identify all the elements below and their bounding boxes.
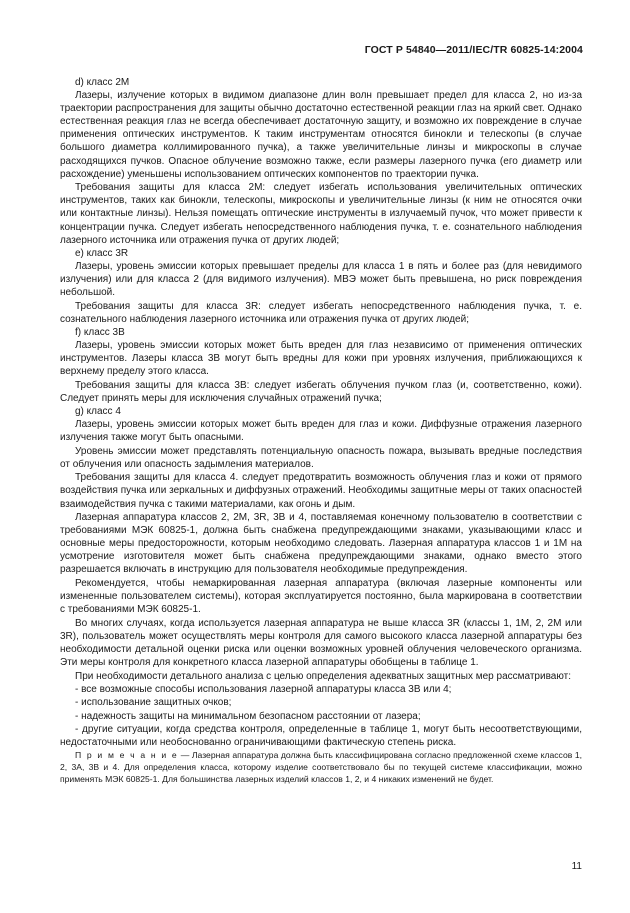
paragraph: Лазеры, уровень эмиссии которых может быть вреден для глаз независимо от применения оптических инструментов. Лазеры класса 3В могут быть вредны для кожи при уровнях излучения, приближающихся к верхнему пределу этого класса. xyxy=(60,339,582,378)
page-number: 11 xyxy=(571,861,582,872)
subsection-heading: d) класс 2М xyxy=(75,77,130,88)
paragraph: Рекомендуется, чтобы немаркированная лазерная аппаратура (включая лазерные компоненты или измененные пользователем системы), которая эксплуатируется постоянно, была маркирована в соответствии с требованиями МЭК 60825-1. xyxy=(60,578,582,616)
paragraph: Требования защиты для класса 2М: следует избегать использования увеличительных оптических инструментов, таких как бинокли, телескопы, микроскопы и увеличительные линзы (к ним не относятся очки или контактные линзы). Нельзя помещать оптические инструменты в излучаемый пучок, что может привести к концентрации пучка. Следует избегать непосредственного наблюдения пучка, т. е. сознательного наблюдения лазерного источника или отражения пучка от других людей; xyxy=(60,182,582,246)
subsection-heading: f) класс 3В xyxy=(75,326,125,338)
list-item: - использование защитных очков; xyxy=(75,697,232,709)
note xyxy=(60,749,582,785)
paragraph: Требования защиты для класса 3В: следует избегать облучения пучком глаз (и, соответственно, кожи). Следует принять меры для исключения случайных отражений пучка; xyxy=(60,379,582,404)
note-label: П р и м е ч а н и е xyxy=(75,749,179,760)
standard-header: ГОСТ Р 54840—2011/IEC/TR 60825-14:2004 xyxy=(364,44,583,56)
document-body xyxy=(60,76,582,785)
paragraph: Лазеры, уровень эмиссии которых может быть вреден для глаз и кожи. Диффузные отражения лазерного излучения также могут быть опасными. xyxy=(60,418,582,444)
paragraph: Лазеры, уровень эмиссии которых превышает пределы для класса 1 в пять и более раз (для невидимого излучения) или для класса 2 (для видимого излучения). МВЭ может быть превышена, но риск повреждения небольшой. xyxy=(60,260,582,298)
list-item: - все возможные способы использования лазерной аппаратуры класса 3В или 4; xyxy=(75,684,452,696)
paragraph: Уровень эмиссии может представлять потенциальную опасность пожара, вызывать вредные последствия от облучения или опасность задымления материалов. xyxy=(60,445,582,470)
paragraph: Лазерная аппаратура классов 2, 2М, 3R, 3В и 4, поставляемая конечному пользователю в соответствии с требованиями МЭК 60825-1, должна быть снабжена предупреждающими знаками, указывающими класс и основные меры предосторожности, которым необходимо следовать. Лазерная аппаратура классов 1 и 1М на усмотрение изготовителя может быть снабжена предупреждающими знаками, однако вместо этого разрешается включать в инструкцию для пользователя необходимые предупреждения. xyxy=(60,512,582,576)
paragraph: Лазеры, излучение которых в видимом диапазоне длин волн превышает предел для класса 2, но из-за траектории распространения для защиты обычно достаточно естественной реакции глаз на яркий свет. Однако естественная реакция глаз не всегда обеспечивает достаточную защиту, и возможно их повреждение в случае применения оптических инструментов. К таким инструментам относятся бинокли и телескопы (в случае большого диаметра коллимированного пучка), а также увеличительные линзы и микроскопы в случае расходящихся пучков. Опасное облучение возможно также, если размеры лазерного пучка (его диаметр или расхождение) уменьшены использованием оптических компонентов по траектории пучка. xyxy=(60,90,582,180)
paragraph: Требования защиты для класса 3R: следует избегать непосредственного наблюдения пучка, т. е. сознательного наблюдения лазерного источника или отражения пучка от других людей; xyxy=(60,300,582,325)
paragraph: Во многих случаях, когда используется лазерная аппаратура не выше класса 3R (классы 1, 1М, 2, 2М или 3R), пользователь может осуществлять меры контроля для самого высокого класса лазерной аппаратуры без необходимости детальной оценки риска или оценки возможных уровней облучения человеческого организма. Эти меры контроля для конкретного класса лазерной аппаратуры обобщены в таблице 1. xyxy=(60,617,582,669)
subsection-heading: g) класс 4 xyxy=(75,405,121,417)
subsection-heading: е) класс 3R xyxy=(75,247,129,259)
list-item: - другие ситуации, когда средства контроля, определенные в таблице 1, могут быть несоответствующими, недостаточными или необоснованно ограничивающими фактическую степень риска. xyxy=(60,723,582,748)
note-text: — Лазерная аппаратура должна быть классифицирована согласно предложенной схеме классов 1, 2, 3А, 3В и 4. Для определения класса, которому изделие соответствовало бы по текущей системе классификации, можно применять МЭК 60825-1. Для большинства лазерных изделий классов 1, 2, и 4 никаких изменений не будет. xyxy=(60,749,582,784)
paragraph: Требования защиты для класса 4. следует предотвратить возможность облучения глаз и кожи от прямого воздействия пучка или зеркальных и диффузных отражений. Необходимы защитные меры от таких опасностей взаимодействия пучка с такими материалами, как огонь и дым. xyxy=(60,472,582,510)
paragraph: При необходимости детального анализа с целью определения адекватных защитных мер рассматривают: xyxy=(75,670,571,682)
list-item: - надежность защиты на минимальном безопасном расстоянии от лазера; xyxy=(75,710,421,722)
